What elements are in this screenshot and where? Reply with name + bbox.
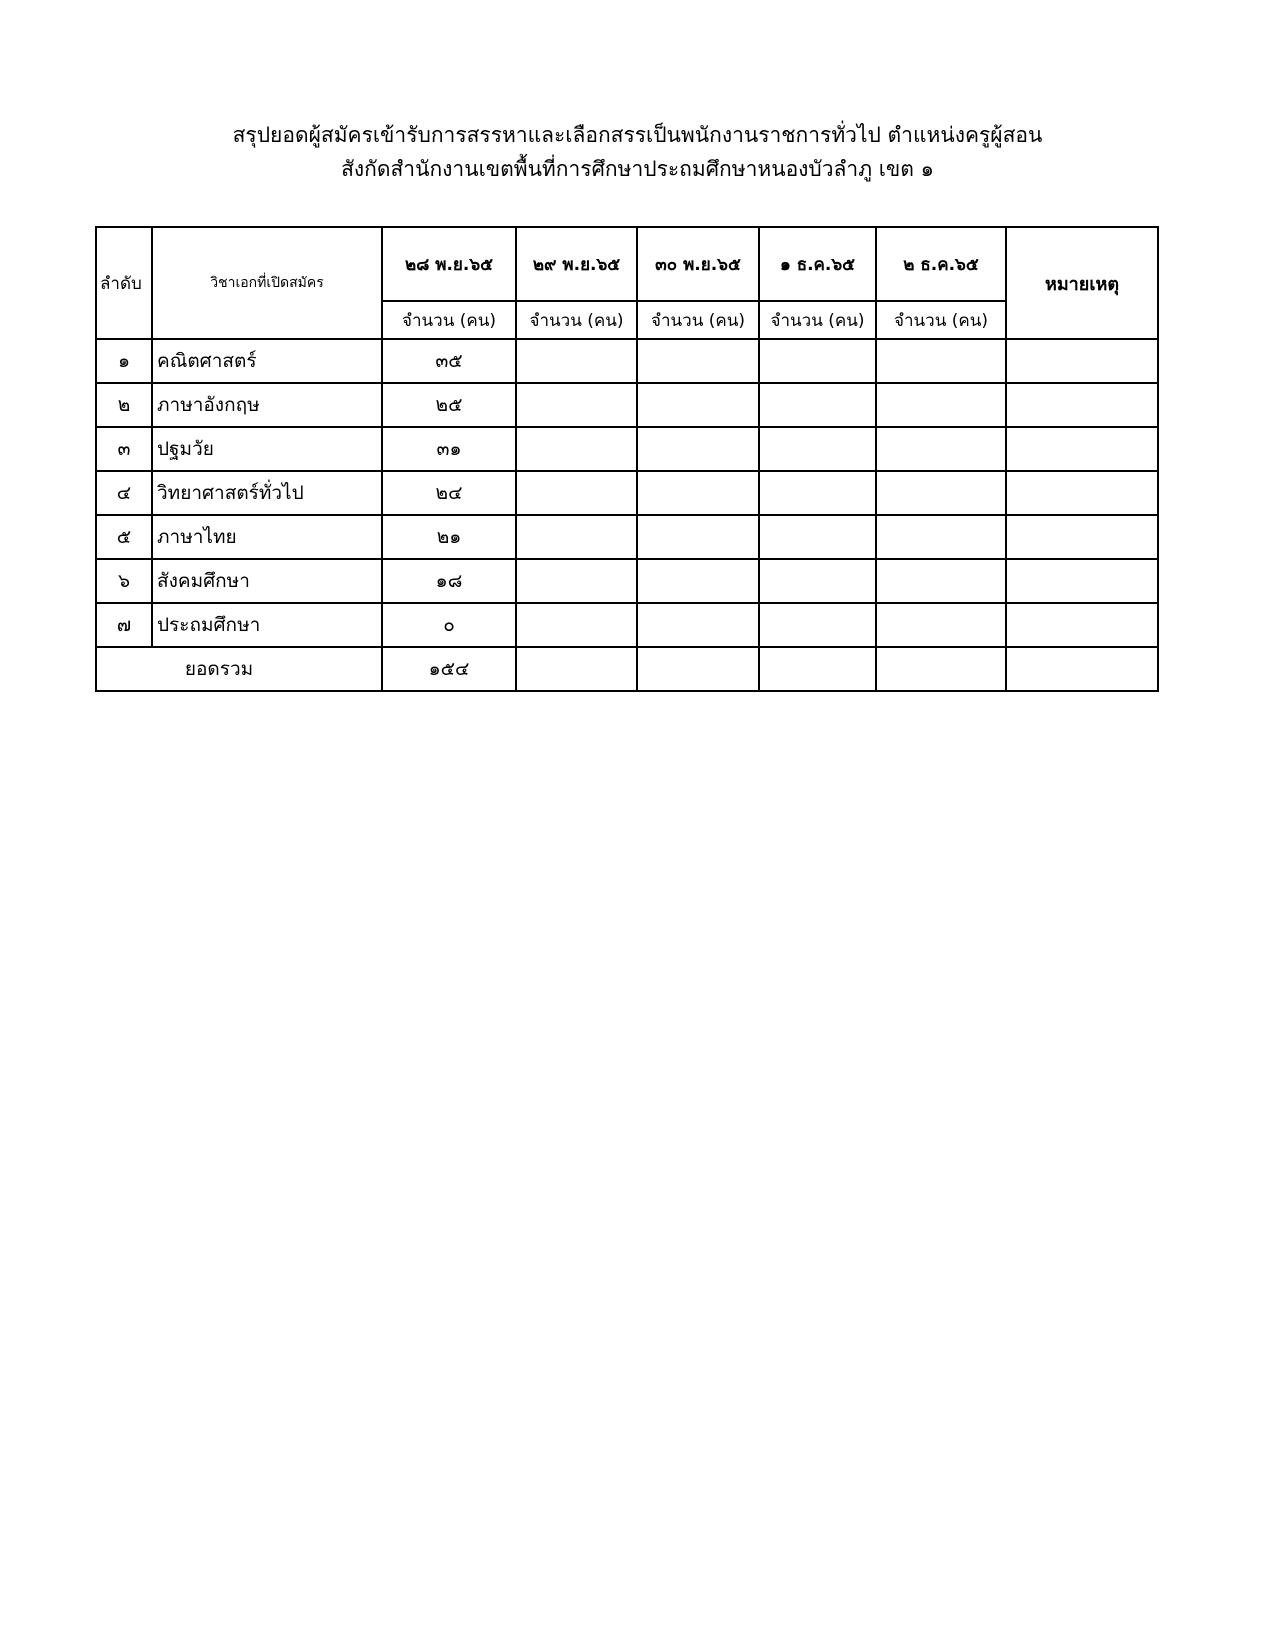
row-count-day-3 [637,339,759,383]
row-count-day-2 [516,603,637,647]
row-count-day-3 [637,427,759,471]
header-date-1: ๒๘ พ.ย.๖๕ [382,227,516,301]
row-count-day-1: ๐ [382,603,516,647]
header-date-2: ๒๙ พ.ย.๖๕ [516,227,637,301]
header-row-dates [96,227,1158,301]
row-count-day-1: ๒๔ [382,471,516,515]
total-row [96,647,1158,691]
row-count-day-4 [759,603,876,647]
row-subject: ปฐมวัย [152,427,382,471]
row-subject: สังคมศึกษา [152,559,382,603]
row-count-day-1: ๒๕ [382,383,516,427]
row-count-day-1: ๓๕ [382,339,516,383]
row-count-day-3 [637,515,759,559]
row-no: ๓ [96,427,152,471]
table-row [96,559,1158,603]
row-count-day-4 [759,427,876,471]
row-count-day-3 [637,471,759,515]
header-count-2: จำนวน (คน) [516,301,637,339]
row-count-day-3 [637,559,759,603]
row-remark [1006,339,1158,383]
row-count-day-2 [516,559,637,603]
row-count-day-5 [876,339,1006,383]
row-count-day-2 [516,339,637,383]
row-count-day-2 [516,427,637,471]
table-row [96,383,1158,427]
row-remark [1006,471,1158,515]
header-count-5: จำนวน (คน) [876,301,1006,339]
header-count-1: จำนวน (คน) [382,301,516,339]
row-subject: คณิตศาสตร์ [152,339,382,383]
row-remark [1006,427,1158,471]
header-subject: วิชาเอกที่เปิดสมัคร [152,227,382,339]
table-row [96,471,1158,515]
total-count-day-1: ๑๕๔ [382,647,516,691]
header-date-3: ๓๐ พ.ย.๖๕ [637,227,759,301]
row-count-day-5 [876,515,1006,559]
row-count-day-5 [876,427,1006,471]
row-count-day-5 [876,471,1006,515]
total-count-day-3 [637,647,759,691]
row-count-day-1: ๑๘ [382,559,516,603]
row-remark [1006,603,1158,647]
row-count-day-5 [876,559,1006,603]
title-line-2: สังกัดสำนักงานเขตพื้นที่การศึกษาประถมศึกษาหนองบัวลำภู เขต ๑ [341,157,934,181]
table-row [96,427,1158,471]
header-count-3: จำนวน (คน) [637,301,759,339]
table-row [96,603,1158,647]
row-count-day-1: ๒๑ [382,515,516,559]
header-no: ลำดับ [96,227,152,339]
header-count-4: จำนวน (คน) [759,301,876,339]
row-count-day-4 [759,383,876,427]
row-count-day-3 [637,603,759,647]
row-subject: ประถมศึกษา [152,603,382,647]
row-count-day-2 [516,515,637,559]
row-count-day-1: ๓๑ [382,427,516,471]
row-remark [1006,515,1158,559]
row-remark [1006,559,1158,603]
row-count-day-4 [759,515,876,559]
total-count-day-2 [516,647,637,691]
row-no: ๑ [96,339,152,383]
table-row [96,515,1158,559]
row-no: ๒ [96,383,152,427]
header-remark: หมายเหตุ [1006,227,1158,339]
row-count-day-5 [876,603,1006,647]
total-count-day-5 [876,647,1006,691]
total-count-day-4 [759,647,876,691]
total-remark [1006,647,1158,691]
row-no: ๗ [96,603,152,647]
row-remark [1006,383,1158,427]
row-count-day-3 [637,383,759,427]
row-count-day-4 [759,339,876,383]
applicant-summary-table [95,226,1159,692]
document-title [0,118,1275,186]
row-count-day-4 [759,559,876,603]
row-no: ๖ [96,559,152,603]
row-count-day-4 [759,471,876,515]
row-subject: วิทยาศาสตร์ทั่วไป [152,471,382,515]
row-count-day-2 [516,383,637,427]
total-label: ยอดรวม [96,647,382,691]
header-date-4: ๑ ธ.ค.๖๕ [759,227,876,301]
row-no: ๔ [96,471,152,515]
row-subject: ภาษาไทย [152,515,382,559]
title-line-1: สรุปยอดผู้สมัครเข้ารับการสรรหาและเลือกสรรเป็นพนักงานราชการทั่วไป ตำแหน่งครูผู้สอน [232,123,1043,147]
table-row [96,339,1158,383]
row-count-day-5 [876,383,1006,427]
row-subject: ภาษาอังกฤษ [152,383,382,427]
header-date-5: ๒ ธ.ค.๖๕ [876,227,1006,301]
row-count-day-2 [516,471,637,515]
row-no: ๕ [96,515,152,559]
